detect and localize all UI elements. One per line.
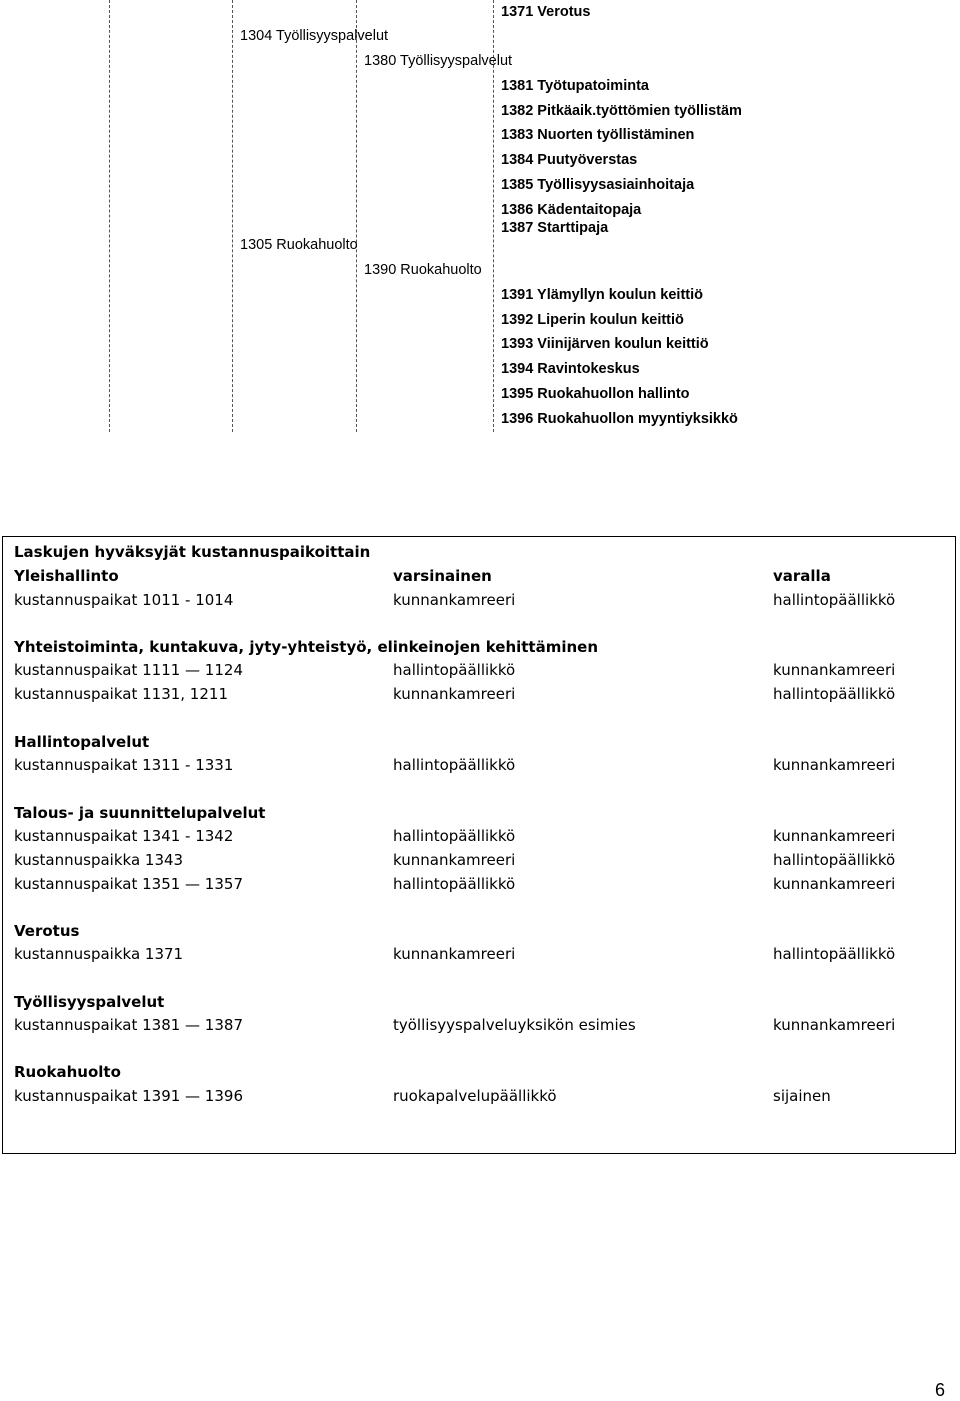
cost-center: kustannuspaikat 1351 — 1357: [14, 875, 243, 893]
cost-center: kustannuspaikat 1381 — 1387: [14, 1016, 243, 1034]
backup-approver: hallintopäällikkö: [773, 851, 896, 869]
section-heading: Yleishallinto: [14, 567, 119, 585]
org-unit: 1304 Työllisyyspalvelut: [240, 28, 389, 44]
approvers-table: [2, 536, 956, 1154]
org-unit: 1396 Ruokahuollon myyntiyksikkö: [501, 411, 738, 427]
org-unit: 1390 Ruokahuolto: [364, 262, 482, 278]
cost-center: kustannuspaikat 1011 - 1014: [14, 591, 234, 609]
backup-approver: hallintopäällikkö: [773, 685, 896, 703]
org-unit: 1383 Nuorten työllistäminen: [501, 127, 695, 143]
org-unit: 1393 Viinijärven koulun keittiö: [501, 336, 709, 352]
org-unit: 1305 Ruokahuolto: [240, 237, 358, 253]
column-header-backup: varalla: [773, 567, 831, 585]
cost-center: kustannuspaikat 1341 - 1342: [14, 827, 234, 845]
page-number: 6: [935, 1380, 946, 1400]
org-unit: 1384 Puutyöverstas: [501, 152, 638, 168]
backup-approver: hallintopäällikkö: [773, 945, 896, 963]
primary-approver: ruokapalvelupäällikkö: [393, 1087, 557, 1105]
primary-approver: kunnankamreeri: [393, 591, 516, 609]
cost-center: kustannuspaikat 1111 — 1124: [14, 661, 243, 679]
tree-guide-line: [232, 0, 233, 432]
primary-approver: kunnankamreeri: [393, 851, 516, 869]
backup-approver: kunnankamreeri: [773, 827, 896, 845]
primary-approver: kunnankamreeri: [393, 945, 516, 963]
org-unit: 1380 Työllisyyspalvelut: [364, 53, 513, 69]
section-heading: Hallintopalvelut: [14, 733, 150, 751]
org-unit: 1391 Ylämyllyn koulun keittiö: [501, 287, 704, 303]
org-unit: 1392 Liperin koulun keittiö: [501, 312, 684, 328]
backup-approver: kunnankamreeri: [773, 1016, 896, 1034]
column-header-primary: varsinainen: [393, 567, 492, 585]
primary-approver: työllisyyspalveluyksikön esimies: [393, 1016, 636, 1034]
cost-center: kustannuspaikat 1391 — 1396: [14, 1087, 243, 1105]
org-unit: 1395 Ruokahuollon hallinto: [501, 386, 690, 402]
approvers-title: Laskujen hyväksyjät kustannuspaikoittain: [14, 543, 371, 561]
primary-approver: hallintopäällikkö: [393, 661, 516, 679]
backup-approver: sijainen: [773, 1087, 831, 1105]
section-heading: Työllisyyspalvelut: [14, 993, 165, 1011]
org-unit: 1381 Työtupatoiminta: [501, 78, 649, 94]
primary-approver: hallintopäällikkö: [393, 875, 516, 893]
tree-guide-line: [109, 0, 110, 432]
cost-center: kustannuspaikat 1131, 1211: [14, 685, 228, 703]
tree-guide-line: [356, 0, 357, 432]
org-unit: 1387 Starttipaja: [501, 220, 609, 236]
backup-approver: kunnankamreeri: [773, 875, 896, 893]
primary-approver: kunnankamreeri: [393, 685, 516, 703]
org-unit: 1371 Verotus: [501, 4, 591, 20]
cost-center: kustannuspaikat 1311 - 1331: [14, 756, 234, 774]
primary-approver: hallintopäällikkö: [393, 827, 516, 845]
section-heading: Ruokahuolto: [14, 1063, 121, 1081]
org-unit: 1382 Pitkäaik.työttömien työllistäm: [501, 103, 742, 119]
backup-approver: kunnankamreeri: [773, 756, 896, 774]
org-unit: 1386 Kädentaitopaja: [501, 202, 642, 218]
cost-center: kustannuspaikka 1343: [14, 851, 184, 869]
org-unit: 1394 Ravintokeskus: [501, 361, 640, 377]
cost-center: kustannuspaikka 1371: [14, 945, 184, 963]
primary-approver: hallintopäällikkö: [393, 756, 516, 774]
backup-approver: kunnankamreeri: [773, 661, 896, 679]
org-unit: 1385 Työllisyysasiainhoitaja: [501, 177, 695, 193]
section-heading: Yhteistoiminta, kuntakuva, jyty-yhteistyö, elinkeinojen kehittäminen: [14, 638, 599, 656]
backup-approver: hallintopäällikkö: [773, 591, 896, 609]
section-heading: Verotus: [14, 922, 80, 940]
section-heading: Talous- ja suunnittelupalvelut: [14, 804, 266, 822]
